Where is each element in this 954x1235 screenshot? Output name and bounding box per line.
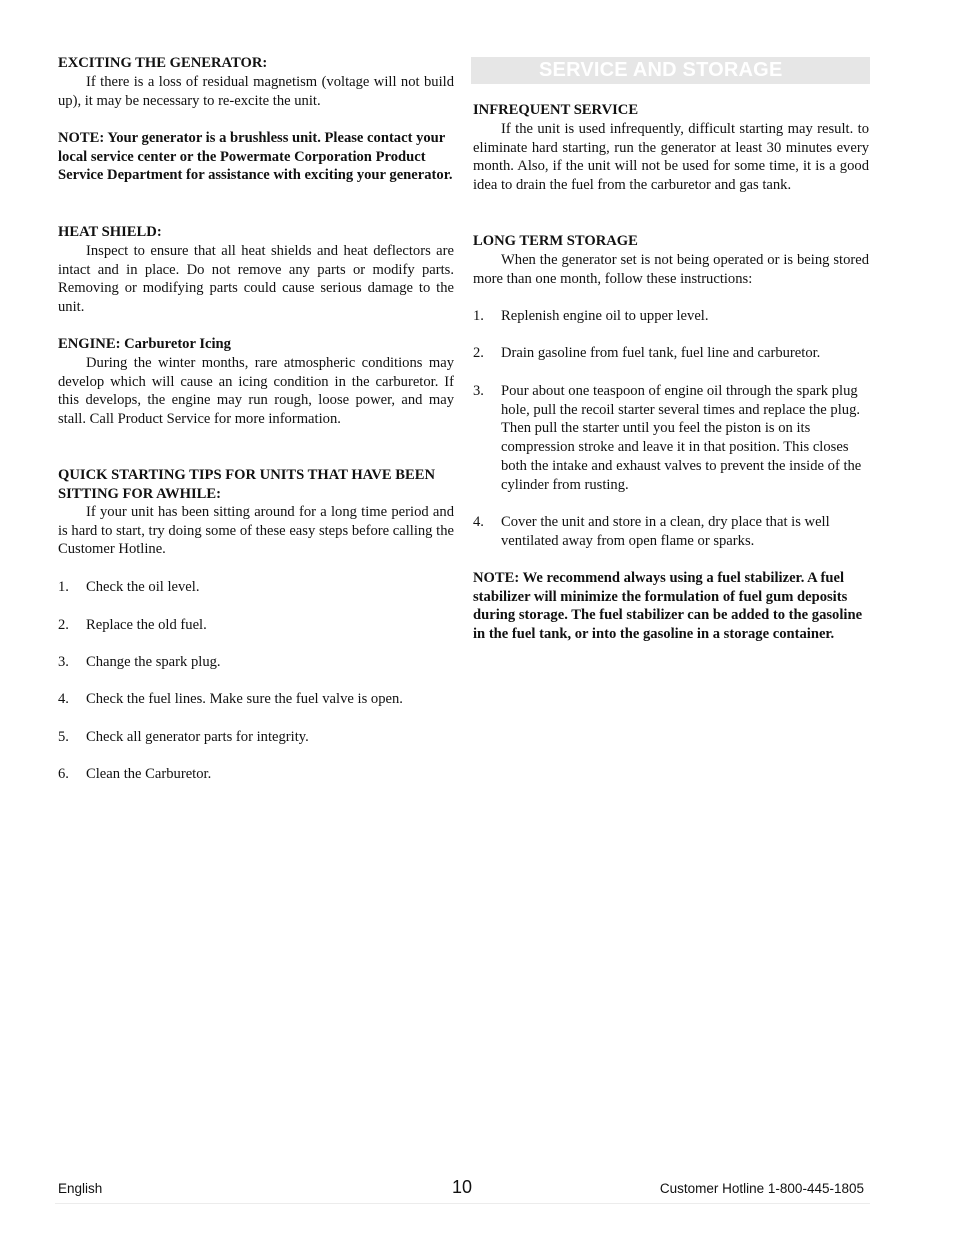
fuel-stabilizer-note: NOTE: We recommend always using a fuel stabilizer. A fuel stabilizer will minimize the formulation of fuel gum deposits during storage. The fuel stabilizer can be added to the gasoline in the fuel tank, or into the gasoline in a storage container. <box>473 570 863 643</box>
list-text: Clean the Carburetor. <box>86 766 212 782</box>
list-number: 2. <box>58 617 69 633</box>
list-number: 1. <box>58 579 69 595</box>
list-number: 1. <box>473 308 484 324</box>
list-text: Check the fuel lines. Make sure the fuel valve is open. <box>86 691 403 707</box>
quick-starting-heading: QUICK STARTING TIPS FOR UNITS THAT HAVE BEEN SITTING FOR AWHILE: <box>58 467 435 502</box>
footer-divider <box>55 1203 870 1204</box>
list-number: 5. <box>58 729 69 745</box>
infrequent-heading: INFREQUENT SERVICE <box>473 102 639 118</box>
list-number: 3. <box>473 383 484 399</box>
section-title: SERVICE AND STORAGE <box>539 59 783 81</box>
list-text: Check all generator parts for integrity. <box>86 729 309 745</box>
list-text: Pour about one teaspoon of engine oil through the spark plug hole, pull the recoil starter several times and replace the plug. Then pull the starter until you feel the piston is on its compression stroke and leave it in that position. This closes both the intake and exhaust valves to prevent the inside of the cylinder from rusting. <box>501 383 862 493</box>
list-number: 4. <box>473 514 484 530</box>
list-number: 3. <box>58 654 69 670</box>
exciting-heading: EXCITING THE GENERATOR: <box>58 55 268 71</box>
list-text: Cover the unit and store in a clean, dry place that is well ventilated away from open flame or sparks. <box>501 514 830 549</box>
list-text: Check the oil level. <box>86 579 200 595</box>
brushless-note: NOTE: Your generator is a brushless unit. Please contact your local service center or the Powermate Corporation Product Service Department for assistance with exciting your generator. <box>58 130 453 184</box>
list-number: 4. <box>58 691 69 707</box>
list-text: Replenish engine oil to upper level. <box>501 308 709 324</box>
heat-shield-heading: HEAT SHIELD: <box>58 224 162 240</box>
list-number: 2. <box>473 345 484 361</box>
heat-shield-text: Inspect to ensure that all heat shields and heat deflectors are intact and in place. Do not remove any parts or modify parts. Removing or modifying parts could cause serious damage to the unit. <box>58 243 454 316</box>
long-term-heading: LONG TERM STORAGE <box>473 233 638 249</box>
infrequent-text: If the unit is used infrequently, difficult starting may result. to eliminate hard starting, run the generator at least 30 minutes every month. Also, if the unit will not be used for some time, it is a good idea to drain the fuel from the carburetor and gas tank. <box>473 121 869 194</box>
page-number: 10 <box>452 1177 473 1197</box>
footer-language: English <box>58 1181 103 1196</box>
list-text: Replace the old fuel. <box>86 617 207 633</box>
exciting-text: If there is a loss of residual magnetism (voltage will not build up), it may be necessary to re-excite the unit. <box>58 74 454 109</box>
engine-text: During the winter months, rare atmospheric conditions may develop which will cause an icing condition in the carburetor. If this develops, the engine may run rough, loose power, and may stall. Call Product Service for more information. <box>58 355 454 428</box>
list-number: 6. <box>58 766 69 782</box>
list-text: Change the spark plug. <box>86 654 221 670</box>
quick-starting-text: If your unit has been sitting around for a long time period and is hard to start, try doing some of these easy steps before calling the Customer Hotline. <box>58 504 454 558</box>
engine-heading: ENGINE: Carburetor Icing <box>58 336 231 352</box>
customer-hotline: Customer Hotline 1-800-445-1805 <box>659 1181 864 1196</box>
list-text: Drain gasoline from fuel tank, fuel line and carburetor. <box>501 345 821 361</box>
section-banner <box>471 57 870 84</box>
long-term-text: When the generator set is not being operated or is being stored more than one month, follow these instructions: <box>473 252 869 287</box>
